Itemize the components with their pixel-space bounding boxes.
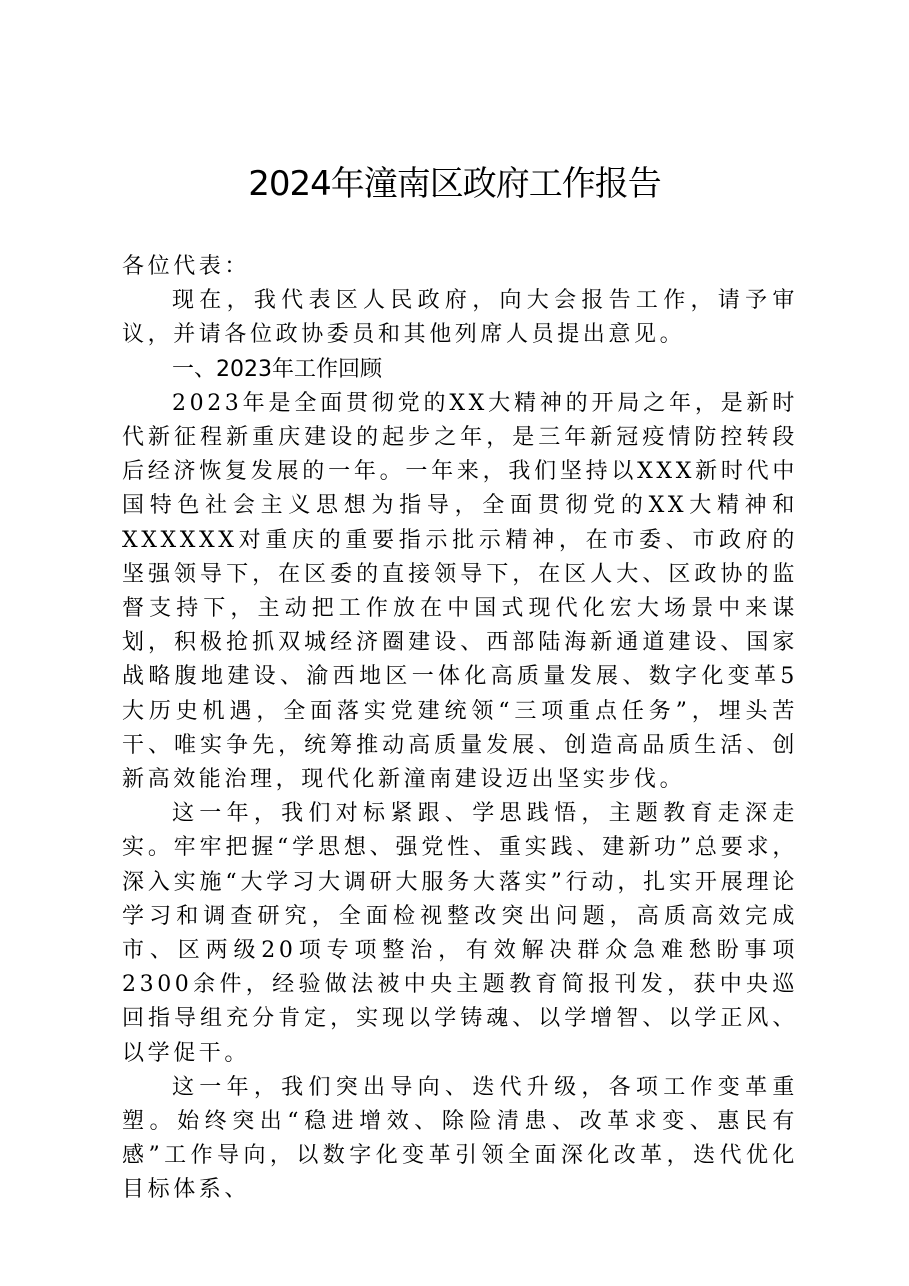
paragraph-reform: 这一年，我们突出导向、迭代升级，各项工作变革重塑。始终突出“稳进增效、除险清患、改革求变、惠民有感”工作导向，以数字化变革引领全面深化改革，迭代优化目标体系、 [122,1074,798,1203]
salutation: 各位代表： [122,254,251,279]
paragraph-theme-education: 这一年，我们对标紧跟、学思践悟，主题教育走深走实。牢牢把握“学思想、强党性、重实践、建新功”总要求，深入实施“大学习大调研大服务大落实”行动，扎实开展理论学习和调查研究，全面检视整改突出问题，高质高效完成市、区两级20项专项整治，有效解决群众急难愁盼事项2300余件，经验做法被中央主题教育简报刊发，获中央巡回指导组充分肯定，实现以学铸魂、以学增智、以学正风、以学促干。 [122,801,798,1066]
section-heading: 一、2023年工作回顾 [172,356,382,382]
paragraph-overview: 2023年是全面贯彻党的XX大精神的开局之年，是新时代新征程新重庆建设的起步之年，是三年新冠疫情防控转段后经济恢复发展的一年。一年来，我们坚持以XXX新时代中国特色社会主义思想为指导，全面贯彻党的XX大精神和XXXXXX对重庆的重要指示批示精神，在市委、市政府的坚强领导下，在区委的直接领导下，在区人大、区政协的监督支持下，主动把工作放在中国式现代化宏大场景中来谋划，积极抢抓双城经济圈建设、西部陆海新通道建设、国家战略腹地建设、渝西地区一体化高质量发展、数字化变革5大历史机遇，全面落实党建统领“三项重点任务”，埋头苦干、唯实争先，统筹推动高质量发展、创造高品质生活、创新高效能治理，现代化新潼南建设迈出坚实步伐。 [122,390,798,793]
document-body [122,250,798,1208]
paragraph-opening: 现在，我代表区人民政府，向大会报告工作，请予审议，并请各位政协委员和其他列席人员提出意见。 [122,288,798,348]
document-title: 2024年潼南区政府工作报告 [248,164,661,204]
